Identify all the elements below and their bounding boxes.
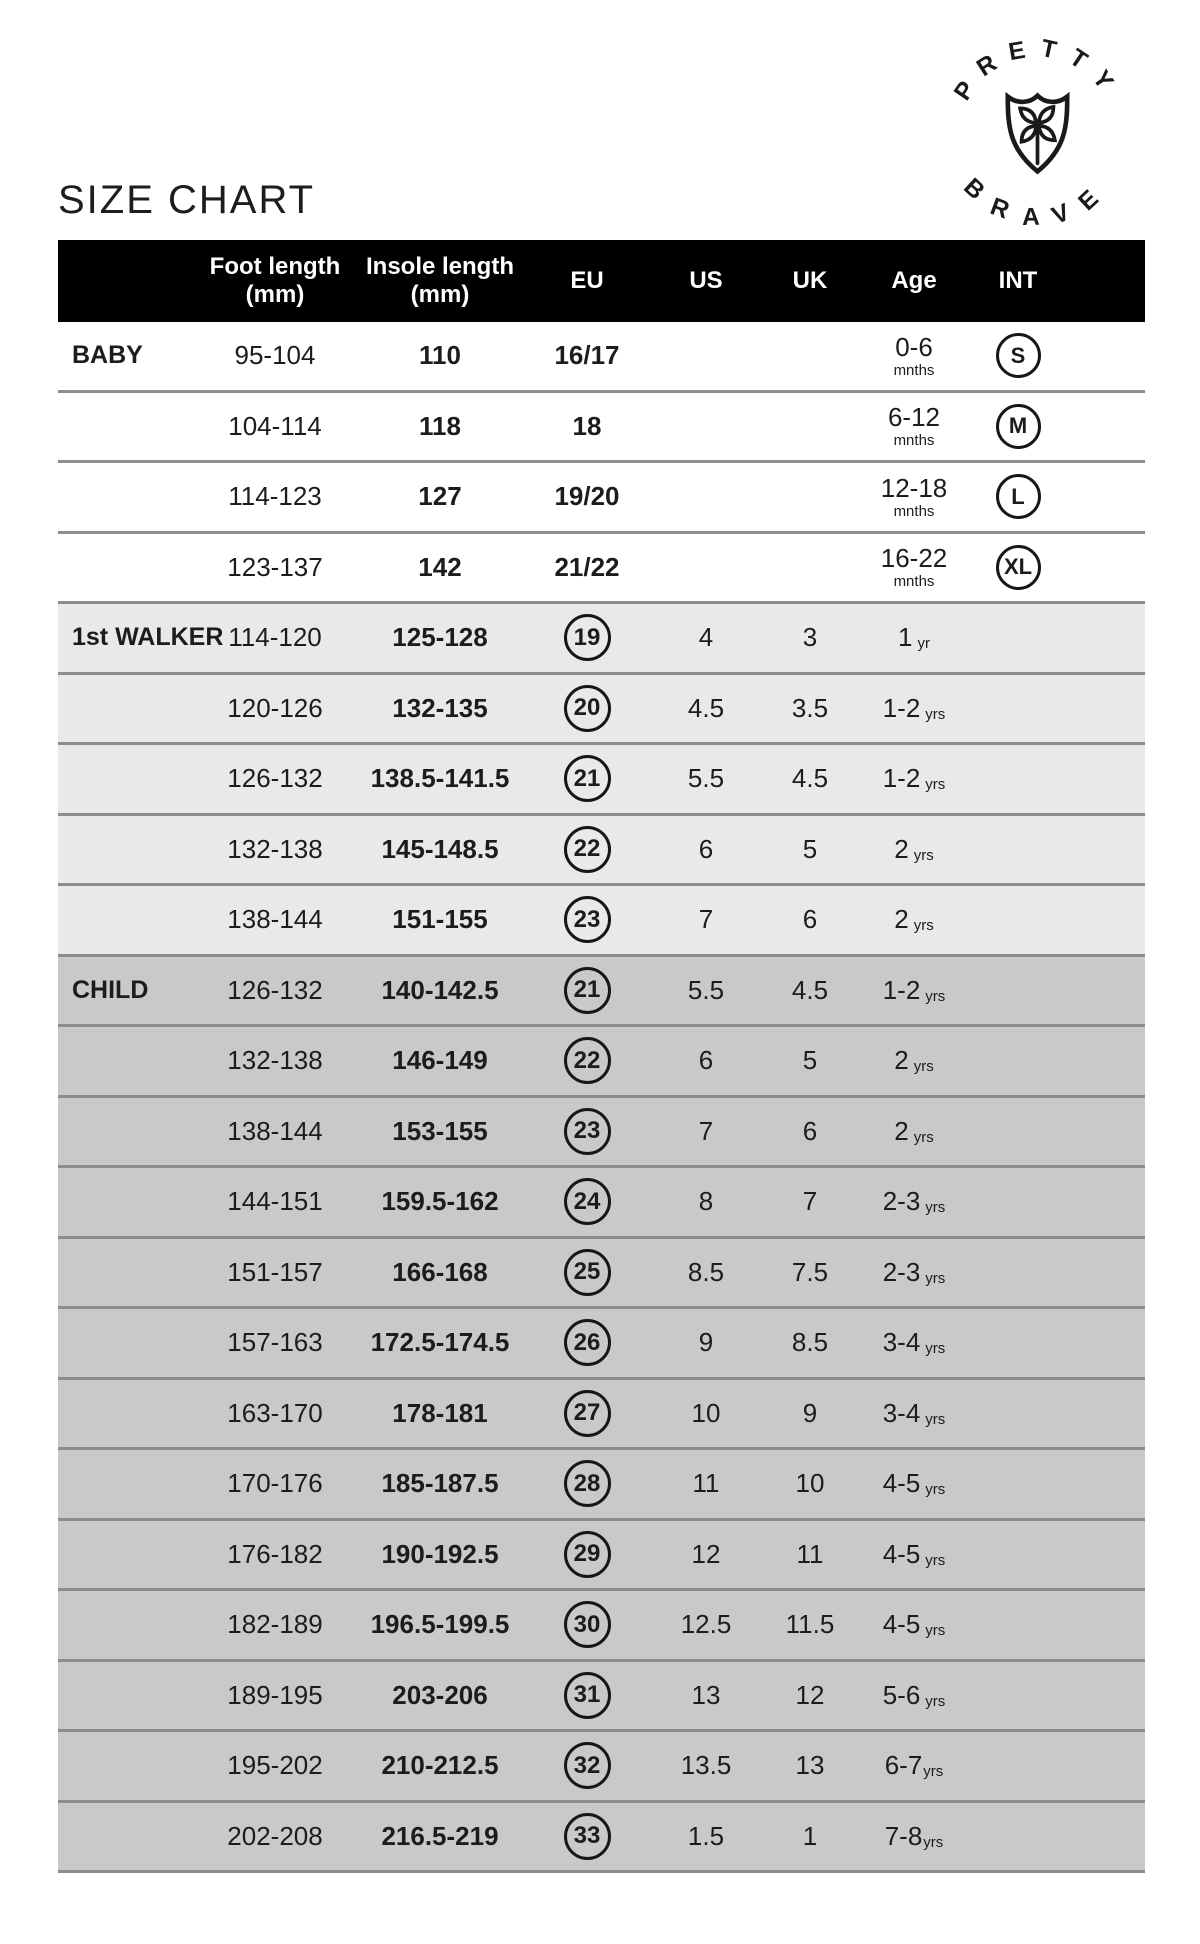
eu-size-circle: 20	[564, 685, 611, 732]
age-number: 3-4	[882, 1397, 921, 1428]
eu-size-cell	[520, 1390, 654, 1437]
eu-size-cell	[520, 896, 654, 943]
insole-length-cell: 146-149	[392, 1045, 488, 1076]
section-label: BABY	[72, 341, 143, 370]
insole-length-cell: 185-187.5	[381, 1468, 499, 1499]
age-cell	[862, 1257, 966, 1288]
eu-size-cell	[520, 614, 654, 661]
insole-length-cell: 190-192.5	[381, 1538, 499, 1569]
eu-size-cell	[520, 1319, 654, 1366]
age-number: 16-22	[880, 543, 948, 574]
foot-length-cell: 123-137	[227, 551, 323, 582]
insole-length-cell: 140-142.5	[381, 974, 499, 1005]
age-number: 6-12	[887, 402, 941, 433]
uk-size-cell: 13	[795, 1750, 825, 1781]
age-cell	[862, 1327, 966, 1358]
table-row	[58, 1732, 1145, 1803]
foot-length-cell: 151-157	[227, 1256, 323, 1287]
foot-length-cell: 138-144	[227, 1115, 323, 1146]
age-number: 1-2	[882, 763, 921, 794]
age-cell	[862, 1539, 966, 1570]
eu-size-circle: 32	[564, 1742, 611, 1789]
insole-length-cell: 172.5-174.5	[370, 1327, 510, 1358]
age-unit: yrs	[913, 917, 934, 935]
eu-size-cell	[520, 1108, 654, 1155]
header-eu: EU	[570, 266, 604, 294]
eu-size-cell: 19/20	[554, 481, 620, 512]
insole-length-cell: 196.5-199.5	[370, 1609, 510, 1640]
table-row	[58, 1380, 1145, 1451]
age-unit: mnths	[893, 361, 935, 379]
age-number: 2-3	[882, 1256, 921, 1287]
table-row	[58, 957, 1145, 1028]
age-unit: mnths	[893, 502, 935, 520]
eu-size-cell	[520, 1531, 654, 1578]
age-unit: yrs	[925, 1269, 946, 1287]
insole-length-cell: 166-168	[392, 1256, 488, 1287]
table-row	[58, 1662, 1145, 1733]
foot-length-cell: 189-195	[227, 1679, 323, 1710]
foot-length-cell: 114-123	[228, 481, 322, 512]
foot-length-cell: 202-208	[227, 1820, 323, 1851]
eu-size-cell	[520, 1249, 654, 1296]
insole-length-cell: 178-181	[392, 1397, 488, 1428]
us-size-cell: 5.5	[687, 763, 725, 794]
age-unit: yrs	[925, 1692, 946, 1710]
uk-size-cell: 4.5	[791, 974, 829, 1005]
uk-size-cell: 9	[802, 1397, 818, 1428]
insole-length-cell: 203-206	[392, 1679, 488, 1710]
uk-size-cell: 10	[795, 1468, 825, 1499]
age-unit: yrs	[925, 987, 946, 1005]
eu-size-cell	[520, 755, 654, 802]
age-number: 4-5	[882, 1468, 921, 1499]
age-number: 5-6	[882, 1679, 921, 1710]
us-size-cell: 8.5	[687, 1256, 725, 1287]
us-size-cell: 4.5	[687, 692, 725, 723]
insole-length-cell: 110	[419, 340, 461, 371]
table-row	[58, 534, 1145, 605]
eu-size-cell: 18	[572, 410, 602, 441]
insole-length-cell: 216.5-219	[381, 1820, 499, 1851]
size-chart-table	[58, 240, 1145, 1873]
age-unit: yrs	[913, 846, 934, 864]
age-unit: yrs	[923, 1763, 944, 1781]
eu-size-circle: 23	[564, 896, 611, 943]
eu-size-circle: 28	[564, 1460, 611, 1507]
us-size-cell: 6	[698, 1045, 714, 1076]
int-size-cell	[966, 545, 1070, 590]
foot-length-cell: 182-189	[227, 1609, 323, 1640]
uk-size-cell: 5	[802, 833, 818, 864]
logo-top-text: PRETTY	[949, 34, 1126, 106]
foot-length-cell: 126-132	[227, 974, 323, 1005]
eu-size-cell	[520, 1742, 654, 1789]
age-cell	[862, 1045, 966, 1076]
us-size-cell: 7	[698, 1115, 714, 1146]
age-cell	[862, 1609, 966, 1640]
insole-length-cell: 127	[418, 481, 462, 512]
eu-size-circle: 29	[564, 1531, 611, 1578]
age-number: 1	[898, 622, 913, 653]
age-number: 12-18	[880, 472, 948, 503]
age-unit: yrs	[925, 705, 946, 723]
age-cell	[862, 975, 966, 1006]
age-unit: yrs	[925, 1340, 946, 1358]
uk-size-cell: 8.5	[791, 1327, 829, 1358]
age-number: 2	[894, 1115, 909, 1146]
eu-size-cell	[520, 967, 654, 1014]
insole-length-cell: 210-212.5	[381, 1750, 499, 1781]
header-uk: UK	[792, 266, 828, 294]
age-number: 1-2	[882, 692, 921, 723]
eu-size-circle: 31	[564, 1672, 611, 1719]
eu-size-circle: 26	[564, 1319, 611, 1366]
eu-size-circle: 22	[564, 826, 611, 873]
uk-size-cell: 6	[802, 1115, 818, 1146]
age-cell	[862, 1821, 966, 1852]
us-size-cell: 6	[698, 833, 714, 864]
age-unit: mnths	[893, 432, 935, 450]
brand-logo	[935, 30, 1140, 235]
age-cell	[862, 622, 966, 653]
eu-size-circle: 30	[564, 1601, 611, 1648]
age-number: 2-3	[882, 1186, 921, 1217]
insole-length-cell: 145-148.5	[381, 833, 499, 864]
uk-size-cell: 11.5	[785, 1609, 835, 1640]
table-row	[58, 1168, 1145, 1239]
section-label: CHILD	[72, 975, 149, 1004]
int-size-cell	[966, 404, 1070, 449]
table-row	[58, 1309, 1145, 1380]
table-row	[58, 745, 1145, 816]
foot-length-cell: 132-138	[227, 1045, 323, 1076]
age-number: 4-5	[882, 1538, 921, 1569]
page-title: SIZE CHART	[58, 178, 316, 222]
insole-length-cell: 118	[419, 410, 461, 441]
age-unit: yrs	[925, 1622, 946, 1640]
age-unit: yrs	[925, 1199, 946, 1217]
eu-size-cell	[520, 1460, 654, 1507]
uk-size-cell: 7.5	[791, 1256, 829, 1287]
age-number: 3-4	[882, 1327, 921, 1358]
uk-size-cell: 6	[802, 904, 818, 935]
header-age: Age	[891, 266, 937, 294]
logo-bottom-text: BRAVE	[958, 173, 1117, 231]
eu-size-circle: 33	[564, 1813, 611, 1860]
eu-size-circle: 21	[564, 967, 611, 1014]
header-us: US	[689, 266, 723, 294]
section-label: 1st WALKER	[72, 623, 224, 652]
insole-length-cell: 153-155	[392, 1115, 488, 1146]
foot-length-cell: 170-176	[227, 1468, 323, 1499]
eu-size-circle: 25	[564, 1249, 611, 1296]
age-cell	[862, 1186, 966, 1217]
age-number: 0-6	[895, 331, 933, 362]
foot-length-cell: 104-114	[228, 410, 322, 441]
eu-size-cell: 16/17	[554, 340, 620, 371]
age-cell	[862, 1680, 966, 1711]
insole-length-cell: 142	[418, 551, 462, 582]
eu-size-circle: 19	[564, 614, 611, 661]
us-size-cell: 11	[692, 1468, 720, 1499]
age-unit: yrs	[925, 1551, 946, 1569]
eu-size-circle: 22	[564, 1037, 611, 1084]
eu-size-cell	[520, 826, 654, 873]
age-number: 4-5	[882, 1609, 921, 1640]
int-size-cell	[966, 474, 1070, 519]
eu-size-circle: 24	[564, 1178, 611, 1225]
table-row	[58, 1239, 1145, 1310]
age-unit: yrs	[925, 1410, 946, 1428]
us-size-cell: 1.5	[687, 1820, 725, 1851]
foot-length-cell: 114-120	[228, 622, 322, 653]
int-size-circle: M	[996, 404, 1041, 449]
eu-size-cell: 21/22	[554, 551, 620, 582]
header-int: INT	[998, 266, 1038, 294]
table-row	[58, 1450, 1145, 1521]
insole-length-cell: 132-135	[392, 692, 488, 723]
insole-length-cell: 125-128	[392, 622, 488, 653]
us-size-cell: 7	[698, 904, 714, 935]
insole-length-cell: 138.5-141.5	[370, 763, 510, 794]
age-cell	[862, 331, 966, 379]
uk-size-cell: 3.5	[791, 692, 829, 723]
us-size-cell: 12	[691, 1538, 721, 1569]
eu-size-circle: 27	[564, 1390, 611, 1437]
int-size-circle: S	[996, 333, 1041, 378]
age-unit: yrs	[923, 1833, 944, 1851]
uk-size-cell: 4.5	[791, 763, 829, 794]
age-cell	[862, 763, 966, 794]
eu-size-cell	[520, 1037, 654, 1084]
age-cell	[862, 904, 966, 935]
insole-length-cell: 159.5-162	[381, 1186, 499, 1217]
age-number: 2	[894, 1045, 909, 1076]
age-unit: yrs	[925, 776, 946, 794]
header-foot-length: Foot length (mm)	[209, 252, 341, 308]
insole-length-cell: 151-155	[392, 904, 488, 935]
age-unit: yrs	[925, 1481, 946, 1499]
age-unit: yrs	[913, 1128, 934, 1146]
age-unit: mnths	[893, 573, 935, 591]
us-size-cell: 12.5	[680, 1609, 732, 1640]
age-number: 7-8	[884, 1820, 923, 1851]
table-row	[58, 393, 1145, 464]
uk-size-cell: 12	[795, 1679, 825, 1710]
age-cell	[862, 472, 966, 520]
age-cell	[862, 693, 966, 724]
us-size-cell: 8	[698, 1186, 714, 1217]
uk-size-cell: 11	[796, 1538, 824, 1569]
uk-size-cell: 3	[802, 622, 818, 653]
us-size-cell: 13.5	[680, 1750, 732, 1781]
table-row	[58, 675, 1145, 746]
age-cell	[862, 404, 966, 448]
eu-size-cell	[520, 1672, 654, 1719]
table-row	[58, 463, 1145, 534]
age-unit: yrs	[913, 1058, 934, 1076]
age-number: 2	[894, 833, 909, 864]
foot-length-cell: 157-163	[227, 1327, 323, 1358]
table-header-row	[58, 240, 1145, 322]
foot-length-cell: 144-151	[227, 1186, 323, 1217]
us-size-cell: 5.5	[687, 974, 725, 1005]
foot-length-cell: 120-126	[227, 692, 323, 723]
eu-size-circle: 21	[564, 755, 611, 802]
uk-size-cell: 5	[802, 1045, 818, 1076]
foot-length-cell: 176-182	[227, 1538, 323, 1569]
us-size-cell: 9	[698, 1327, 714, 1358]
table-row	[58, 1591, 1145, 1662]
age-cell	[862, 1750, 966, 1781]
foot-length-cell: 163-170	[227, 1397, 323, 1428]
int-size-cell	[966, 333, 1070, 378]
int-size-circle: L	[996, 474, 1041, 519]
foot-length-cell: 132-138	[227, 833, 323, 864]
age-cell	[862, 1116, 966, 1147]
int-size-circle: XL	[996, 545, 1041, 590]
table-row	[58, 322, 1145, 393]
svg-text:BRAVE	[958, 173, 1116, 231]
us-size-cell: 13	[691, 1679, 721, 1710]
age-unit: yr	[917, 635, 930, 653]
table-row	[58, 1027, 1145, 1098]
foot-length-cell: 95-104	[234, 340, 316, 371]
uk-size-cell: 1	[802, 1820, 818, 1851]
uk-size-cell: 7	[802, 1186, 818, 1217]
age-number: 2	[894, 904, 909, 935]
age-cell	[862, 1398, 966, 1429]
us-size-cell: 4	[698, 622, 714, 653]
table-row	[58, 1803, 1145, 1874]
eu-size-cell	[520, 1813, 654, 1860]
foot-length-cell: 126-132	[227, 763, 323, 794]
age-cell	[862, 1468, 966, 1499]
header-insole-length: Insole length (mm)	[365, 252, 514, 308]
shield-flower-icon	[1008, 96, 1067, 172]
foot-length-cell: 195-202	[227, 1750, 323, 1781]
table-row	[58, 886, 1145, 957]
eu-size-cell	[520, 1178, 654, 1225]
table-row	[58, 1521, 1145, 1592]
us-size-cell: 10	[691, 1397, 721, 1428]
table-row	[58, 1098, 1145, 1169]
table-body	[58, 322, 1145, 1873]
eu-size-circle: 23	[564, 1108, 611, 1155]
age-number: 6-7	[884, 1750, 923, 1781]
age-cell	[862, 545, 966, 589]
age-cell	[862, 834, 966, 865]
table-row	[58, 816, 1145, 887]
foot-length-cell: 138-144	[227, 904, 323, 935]
table-row	[58, 604, 1145, 675]
eu-size-cell	[520, 1601, 654, 1648]
eu-size-cell	[520, 685, 654, 732]
age-number: 1-2	[882, 974, 921, 1005]
